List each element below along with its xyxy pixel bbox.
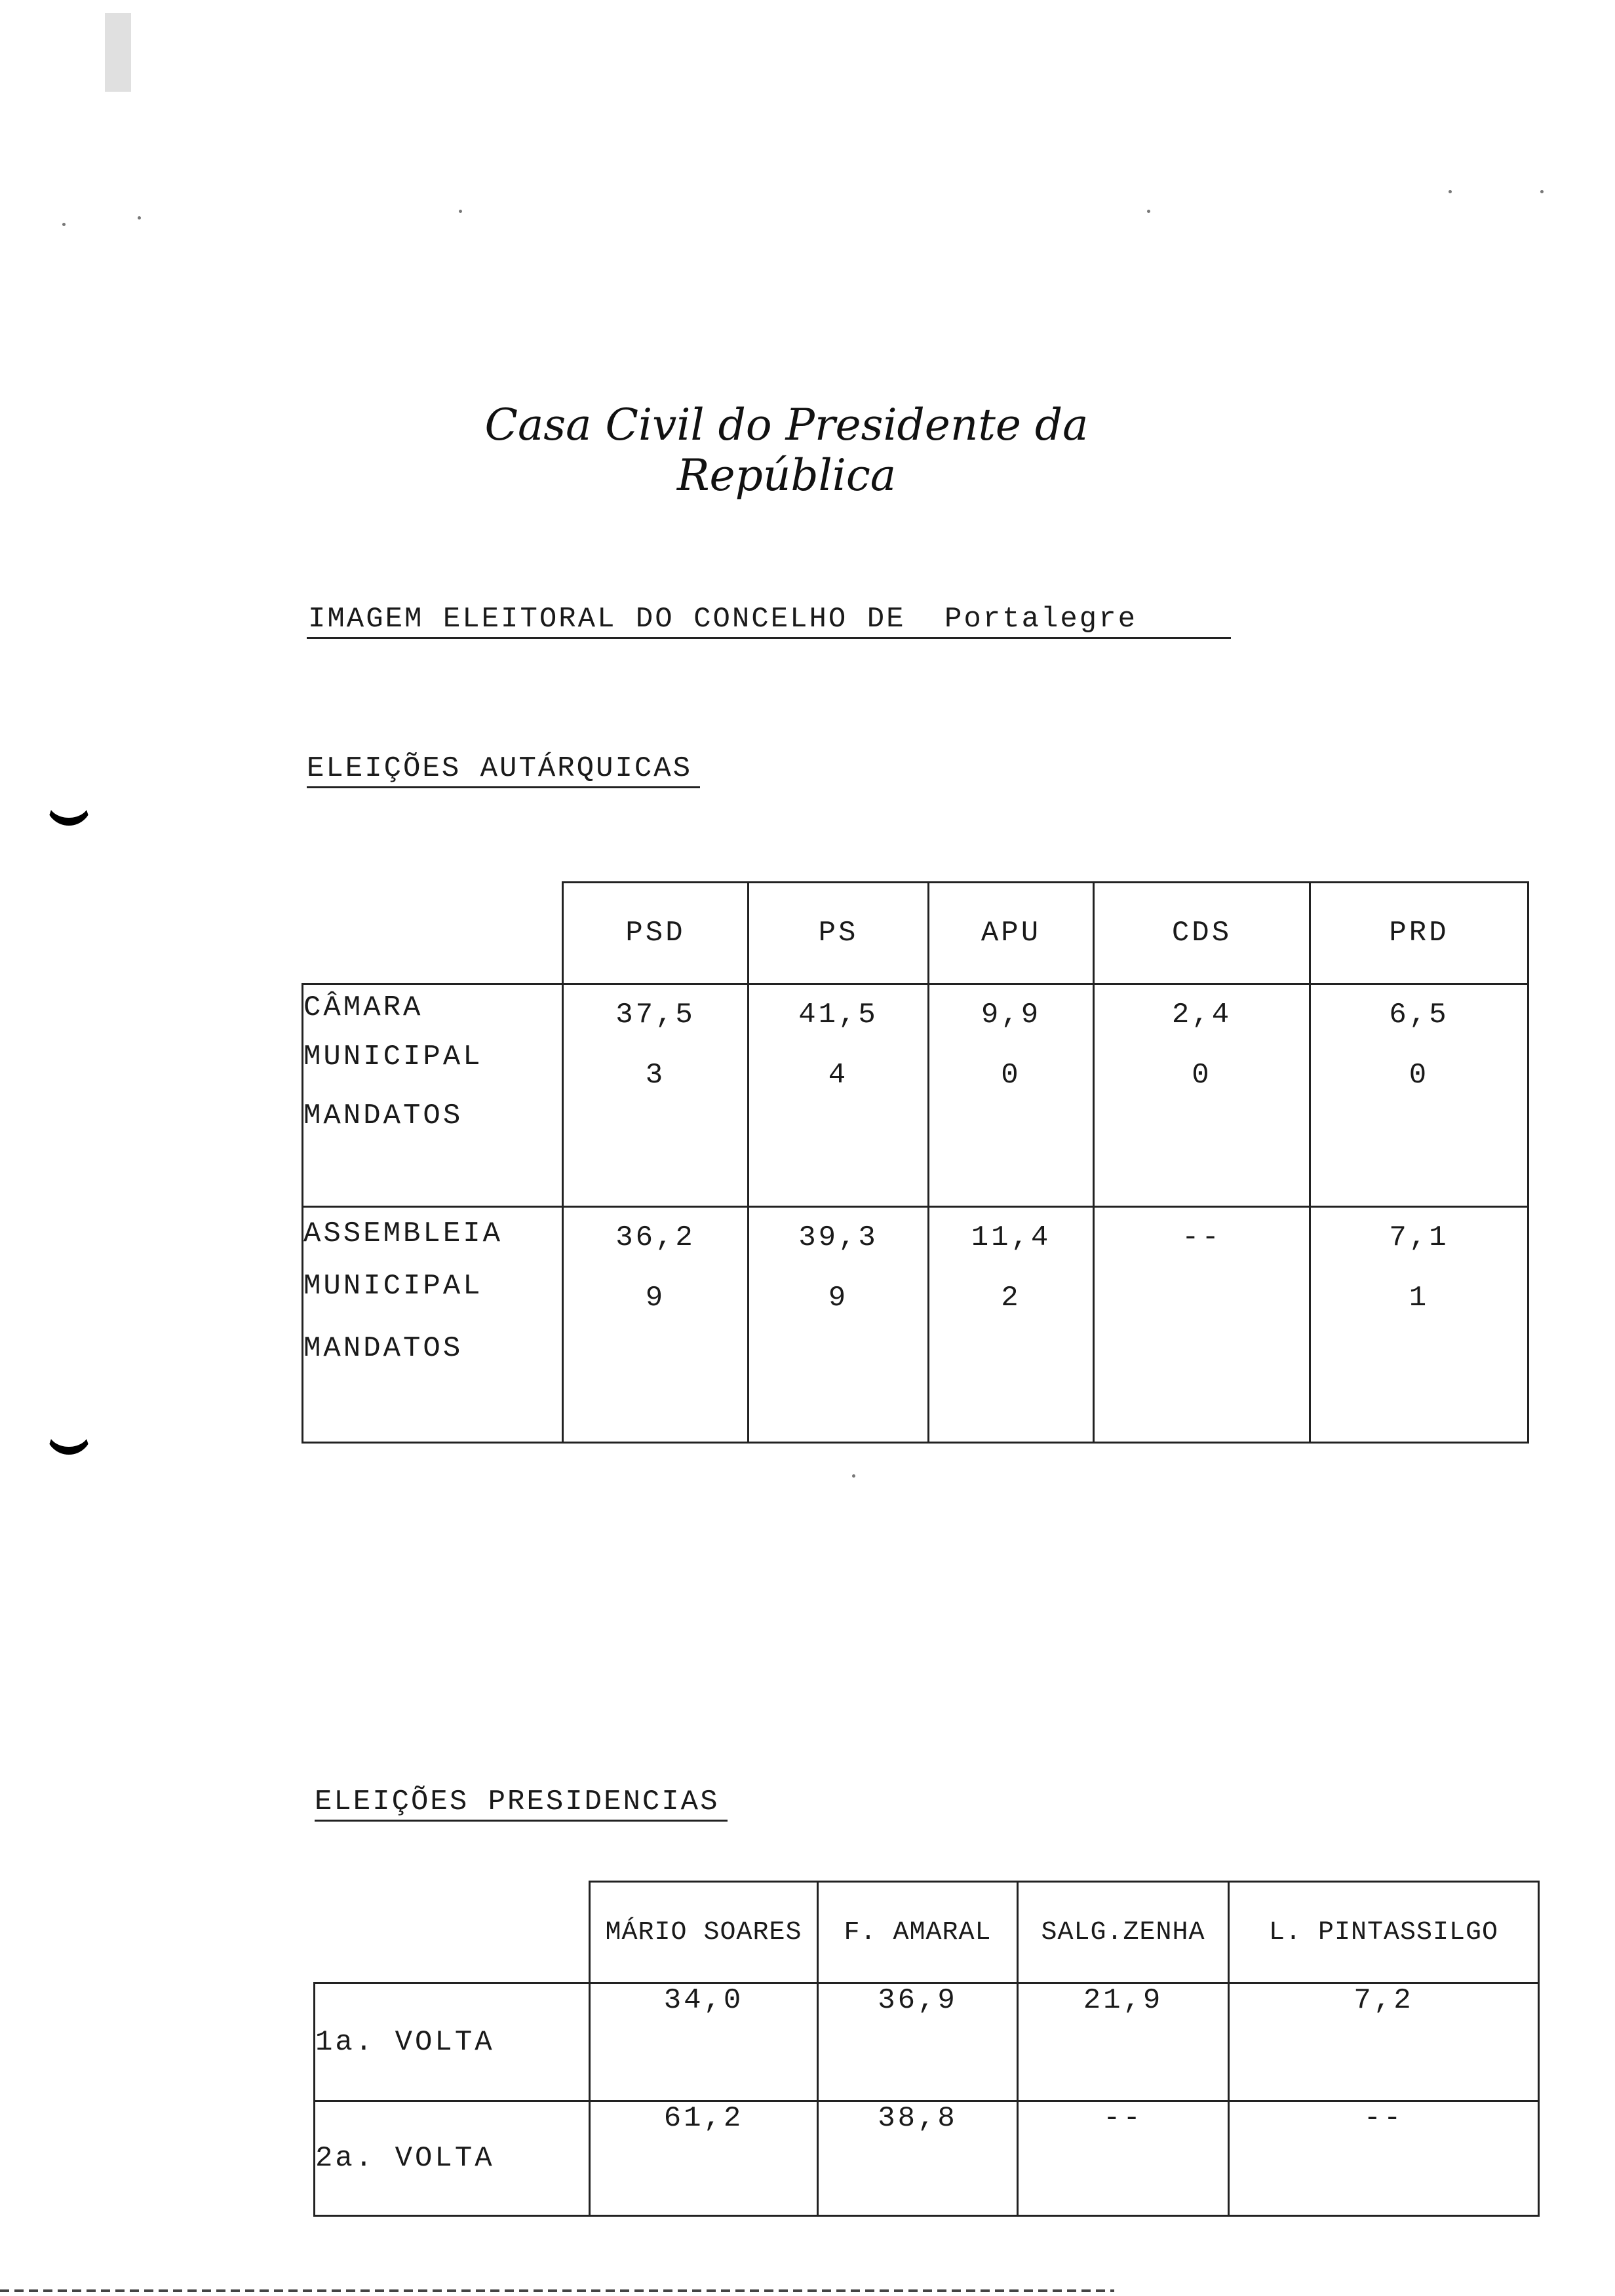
scan-speck	[1147, 210, 1150, 213]
result-cell	[749, 1207, 929, 1443]
candidate-header: SALG.ZENHA	[1018, 1882, 1229, 1983]
scan-speck	[138, 216, 141, 220]
mandatos-value: 9	[828, 1282, 849, 1314]
scan-speck	[62, 223, 66, 226]
candidate-header: F. AMARAL	[818, 1882, 1018, 1983]
result-cell	[1094, 1207, 1310, 1443]
percent-value: 6,5	[1389, 999, 1449, 1031]
party-header: PSD	[563, 883, 749, 984]
row-label-line: MANDATOS	[303, 1332, 463, 1365]
result-value: 7,2	[1229, 1983, 1539, 2101]
presidenciais-underline	[315, 1820, 728, 1822]
party-header: PS	[749, 883, 929, 984]
table-row-2a-volta	[315, 2101, 1539, 2216]
autarquicas-table	[302, 881, 1529, 1444]
percent-value: 7,1	[1389, 1221, 1449, 1254]
percent-value: 41,5	[798, 999, 878, 1031]
percent-value: 9,9	[981, 999, 1041, 1031]
scan-bottom-edge	[0, 2289, 1114, 2292]
percent-value: 39,3	[798, 1221, 878, 1254]
result-value: 21,9	[1018, 1983, 1229, 2101]
autarquicas-underline	[307, 786, 700, 788]
section-heading-autarquicas: ELEIÇÕES AUTÁRQUICAS	[307, 752, 693, 785]
result-cell	[749, 984, 929, 1207]
percent-value: 11,4	[971, 1221, 1051, 1254]
result-value: 38,8	[818, 2101, 1018, 2216]
table-row-assembleia	[303, 1207, 1528, 1443]
header-corner	[315, 1882, 590, 1983]
municipality-name: Portalegre	[944, 603, 1137, 636]
percent-value: 37,5	[615, 999, 695, 1031]
result-cell	[563, 1207, 749, 1443]
document-title-label: IMAGEM ELEITORAL DO CONCELHO DE	[308, 603, 906, 636]
party-header: APU	[929, 883, 1094, 984]
row-label-2a-volta: 2a. VOLTA	[315, 2101, 590, 2216]
presidenciais-header-row	[315, 1882, 1539, 1983]
result-value: --	[1018, 2101, 1229, 2216]
punch-hole-mark	[46, 1409, 92, 1455]
header-corner	[303, 883, 563, 984]
percent-value: 36,2	[615, 1221, 695, 1254]
document-title	[308, 603, 1137, 636]
result-value: 61,2	[590, 2101, 818, 2216]
table-row-camara	[303, 984, 1528, 1207]
party-header: PRD	[1310, 883, 1528, 984]
result-value: 36,9	[818, 1983, 1018, 2101]
section-heading-presidenciais: ELEIÇÕES PRESIDENCIAS	[315, 1786, 720, 1818]
scan-speck	[459, 210, 462, 213]
mandatos-value: 2	[1001, 1282, 1021, 1314]
result-cell	[929, 984, 1094, 1207]
row-label-camara	[303, 984, 563, 1207]
row-label-assembleia	[303, 1207, 563, 1443]
mandatos-value: 4	[828, 1059, 849, 1092]
percent-value: --	[1182, 1221, 1222, 1254]
result-value: 34,0	[590, 1983, 818, 2101]
result-cell	[929, 1207, 1094, 1443]
presidenciais-table	[313, 1881, 1540, 2217]
row-label-line: MUNICIPAL	[303, 1270, 483, 1303]
mandatos-value: 0	[1409, 1059, 1430, 1092]
result-cell	[1310, 984, 1528, 1207]
row-label-line: CÂMARA	[303, 991, 423, 1024]
row-label-1a-volta: 1a. VOLTA	[315, 1983, 590, 2101]
table-row-1a-volta	[315, 1983, 1539, 2101]
percent-value: 2,4	[1171, 999, 1232, 1031]
party-header: CDS	[1094, 883, 1310, 984]
scan-speck	[1540, 190, 1544, 193]
mandatos-value: 0	[1192, 1059, 1212, 1092]
result-value: --	[1229, 2101, 1539, 2216]
row-label-line: MUNICIPAL	[303, 1041, 483, 1073]
result-cell	[1310, 1207, 1528, 1443]
mandatos-value: 9	[645, 1282, 666, 1314]
result-cell	[1094, 984, 1310, 1207]
scan-speck	[105, 13, 131, 92]
mandatos-value: 3	[645, 1059, 666, 1092]
scan-speck	[1449, 190, 1452, 193]
row-label-line: ASSEMBLEIA	[303, 1217, 503, 1250]
mandatos-value: 0	[1001, 1059, 1021, 1092]
result-cell	[563, 984, 749, 1207]
row-label-line: MANDATOS	[303, 1100, 463, 1132]
letterhead: Casa Civil do Presidente da República	[484, 400, 1089, 501]
autarquicas-header-row	[303, 883, 1528, 984]
scan-speck	[852, 1474, 855, 1478]
candidate-header: MÁRIO SOARES	[590, 1882, 818, 1983]
candidate-header: L. PINTASSILGO	[1229, 1882, 1539, 1983]
punch-hole-mark	[46, 780, 92, 826]
title-underline	[307, 637, 1231, 639]
mandatos-value: 1	[1409, 1282, 1430, 1314]
